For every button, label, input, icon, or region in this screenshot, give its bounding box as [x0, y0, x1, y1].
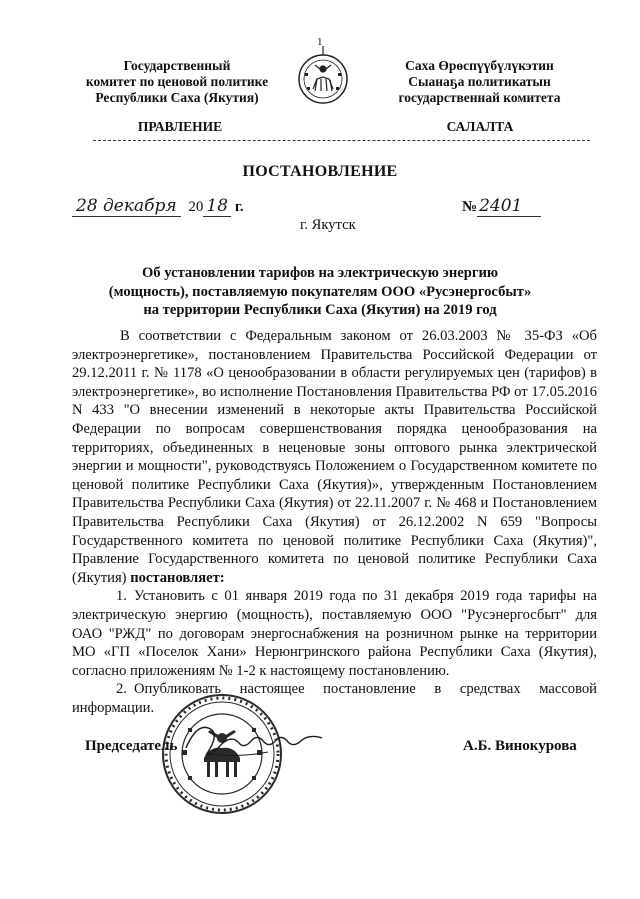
preamble-text: В соответствии с Федеральным законом от 26.03.2003 № 35-ФЗ «Об электроэнергетике», постановлением Правительства Российской Федерации от 29.12.2011 г. № 1178 «О ценообразовании в области регулируемых цен (тарифов) в электроэнергетике», во исполнение Постановления Правительства РФ от 17.05.2016 N 433 "О внесении изменений в некоторые акты Правительства Российской Федерации по вопросам совершенствования порядка ценообразования на территориях, объединенных в неценовые зоны оптового рынка электрической энергии и мощности", руководствуясь Положением о Государственном комитете по ценовой политике Республики Саха (Якутия)», утвержденным Постановлением Правительства Республики Саха (Якутия) от 22.11.2007 г. № 468 и Постановлением Правительства Республики Саха (Якутия) от 26.12.2002 N 659 "Вопросы Государственного комитета по ценовой политике Республики Саха (Якутия)", Правление Государственного комитета по ценовой политике Республики Саха (Якутия) — [72, 328, 597, 586]
header-left-line-3: Республики Саха (Якутия) — [95, 90, 259, 105]
preamble-paragraph — [72, 327, 597, 587]
document-number — [462, 196, 541, 217]
decree-word: постановляет: — [130, 569, 225, 586]
signature-icon — [178, 712, 328, 772]
year-prefix: 20 — [188, 199, 204, 215]
header-right-line-2: Сыанаҕа политикатын — [408, 74, 551, 89]
department-left: ПРАВЛЕНИЕ — [137, 119, 223, 134]
list-item-2-number: 2. — [116, 681, 127, 698]
list-item-2 — [72, 680, 597, 717]
number-handwritten: 2401 — [477, 196, 541, 217]
department-right: САЛАЛТА — [446, 119, 514, 134]
document-date — [72, 196, 244, 217]
year-handwritten: 18 — [203, 196, 231, 217]
list-item-1-text: Установить с 01 января 2019 года по 31 декабря 2019 года тарифы на электрическую энергию (мощность), поставляемую ООО "Русэнергосбыт" для ОАО "РЖД" по договорам энергоснабжения на розничном рынке на территории МО «ГП «Поселок Хани» Нерюнгринского района Республики Саха (Якутия), согласно приложениям № 1-2 к настоящему постановлению. — [72, 588, 597, 679]
header-left-line-2: комитет по ценовой политике — [85, 74, 269, 89]
header-right-line-3: государственнай комитета — [398, 90, 561, 105]
date-handwritten: 28 декабря — [72, 196, 181, 217]
document-title: Об установлении тарифов на электрическую энергию (мощность), поставляемую покупателям ООО «Русэнергосбыт» на территории Республики Саха (Якутия) на 2019 год — [108, 265, 532, 319]
list-item-2-text: Опубликовать настоящее постановление в средствах массовой информации. — [72, 681, 597, 716]
number-prefix: № — [462, 199, 478, 215]
year-suffix: г. — [234, 199, 244, 215]
list-item-1 — [72, 587, 597, 680]
document-body — [72, 327, 597, 717]
header-left-line-1: Государственный — [123, 58, 231, 73]
document-city: г. Якутск — [300, 217, 356, 233]
signer-name: А.Б. Винокурова — [463, 738, 577, 754]
signer-title: Председатель — [85, 738, 178, 754]
header-left-org — [72, 58, 282, 106]
sakha-emblem-icon — [293, 43, 353, 107]
header-right-line-1: Саха Өрөспүүбүлүкэтин — [405, 58, 554, 73]
document-type: ПОСТАНОВЛЕНИЕ — [242, 163, 398, 180]
page-number: 1 — [317, 36, 323, 48]
header-right-org — [372, 58, 587, 106]
header-divider — [93, 140, 590, 141]
list-item-1-number: 1. — [116, 588, 127, 605]
